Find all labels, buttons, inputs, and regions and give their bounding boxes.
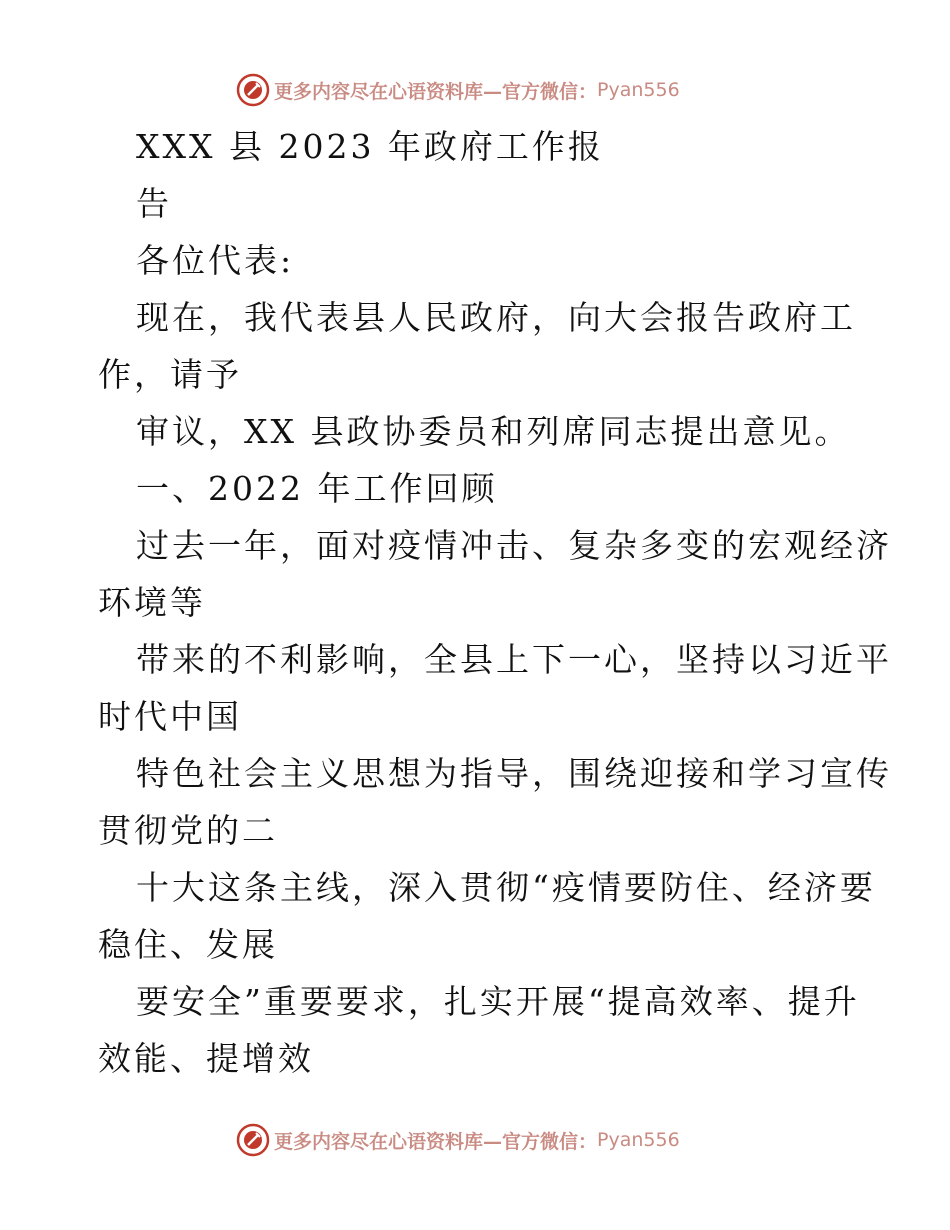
watermark-contact: Pyan556 — [597, 1129, 680, 1151]
seal-logo-icon — [236, 1123, 270, 1157]
document-line: 作，请予 — [98, 355, 242, 394]
document-line: 稳住、发展 — [98, 925, 278, 964]
watermark-text: 更多内容尽在心语资料库—官方微信： — [274, 80, 598, 103]
document-line: 现在，我代表县人民政府，向大会报告政府工 — [136, 298, 856, 337]
document-line: XXX 县 2023 年政府工作报 — [136, 127, 604, 166]
watermark-banner-top — [236, 72, 680, 108]
document-line: 特色社会主义思想为指导，围绕迎接和学习宣传 — [136, 754, 892, 793]
document-line: 审议，XX 县政协委员和列席同志提出意见。 — [136, 412, 851, 451]
document-line: 环境等 — [98, 583, 206, 622]
document-line: 贯彻党的二 — [98, 811, 278, 850]
document-line: 效能、提增效 — [98, 1039, 314, 1078]
document-line: 各位代表: — [136, 241, 295, 280]
document-line: 带来的不利影响，全县上下一心，坚持以习近平 — [136, 640, 892, 679]
document-line: 过去一年，面对疫情冲击、复杂多变的宏观经济 — [136, 526, 892, 565]
document-line: 时代中国 — [98, 697, 242, 736]
watermark-text: 更多内容尽在心语资料库—官方微信： — [274, 1130, 598, 1153]
document-line: 一、2022 年工作回顾 — [136, 469, 498, 508]
document-body — [98, 118, 892, 1087]
document-line: 十大这条主线，深入贯彻“疫情要防住、经济要 — [136, 868, 876, 907]
document-line: 告 — [136, 184, 172, 223]
watermark-contact: Pyan556 — [597, 79, 680, 101]
document-line: 要安全”重要要求，扎实开展“提高效率、提升 — [136, 982, 860, 1021]
seal-logo-icon — [236, 73, 270, 107]
watermark-banner-bottom — [236, 1122, 680, 1158]
